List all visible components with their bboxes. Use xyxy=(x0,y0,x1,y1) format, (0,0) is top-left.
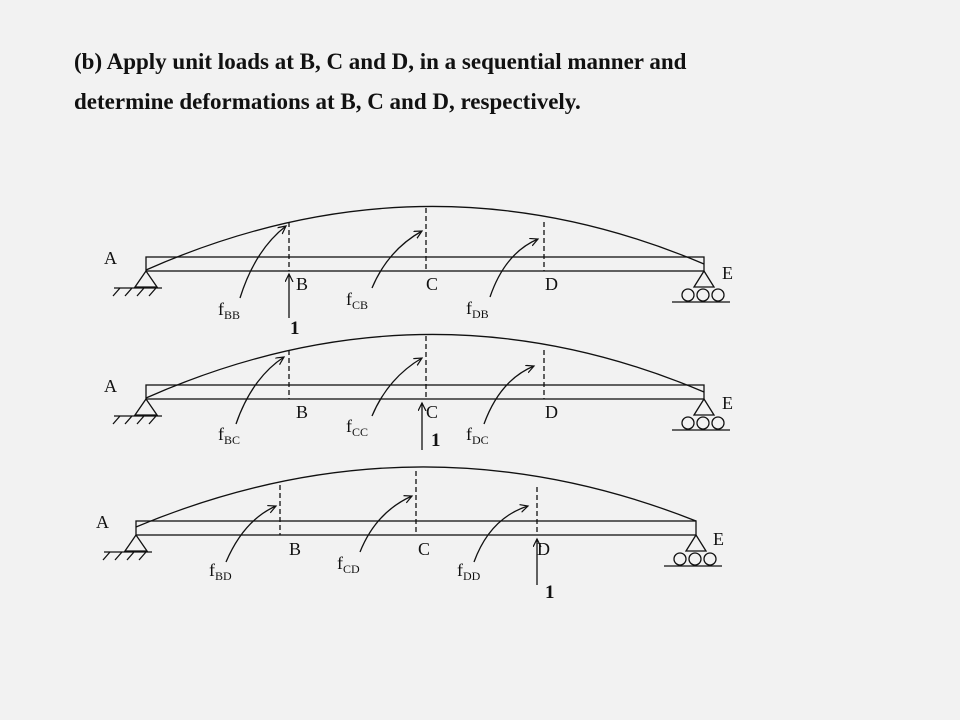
roller xyxy=(697,289,709,301)
point-label-b: B xyxy=(296,274,309,294)
flex-label-main: f xyxy=(457,560,463,580)
roller xyxy=(689,553,701,565)
pin-support-hatch xyxy=(103,552,152,560)
flex-arrow xyxy=(240,226,286,298)
deflected-shape xyxy=(146,334,704,398)
roller xyxy=(682,289,694,301)
roller xyxy=(712,417,724,429)
point-label-a: A xyxy=(104,376,117,396)
flex-label-bd xyxy=(209,560,232,583)
flex-label-cd xyxy=(337,553,360,576)
flex-arrow xyxy=(484,366,534,424)
beam xyxy=(146,385,704,399)
roller-support-e xyxy=(694,399,714,415)
diagram-load-at-d xyxy=(103,467,722,585)
flex-label-main: f xyxy=(466,424,472,444)
flex-label-main: f xyxy=(346,416,352,436)
flex-label-main: f xyxy=(346,289,352,309)
flex-arrow xyxy=(226,506,276,562)
flex-label-sub: DC xyxy=(472,433,489,447)
roller xyxy=(697,417,709,429)
flex-label-cb xyxy=(346,289,368,312)
flex-label-main: f xyxy=(466,298,472,318)
flex-label-sub: BD xyxy=(215,569,232,583)
point-label-e: E xyxy=(722,263,733,283)
flex-label-sub: DD xyxy=(463,569,481,583)
flex-arrow xyxy=(490,239,538,297)
flex-label-dc xyxy=(466,424,489,447)
flex-label-dd xyxy=(457,560,481,583)
flex-label-db xyxy=(466,298,489,321)
flex-arrow xyxy=(372,358,422,416)
pin-support-a xyxy=(135,271,157,287)
unit-load-label: 1 xyxy=(431,430,441,451)
flex-label-main: f xyxy=(218,424,224,444)
point-label-c: C xyxy=(418,539,431,559)
beam xyxy=(146,257,704,271)
point-label-a: A xyxy=(96,512,109,532)
roller xyxy=(712,289,724,301)
point-label-e: E xyxy=(722,393,733,413)
flex-label-cc xyxy=(346,416,368,439)
point-label-c: C xyxy=(426,402,439,422)
flex-arrow xyxy=(372,231,422,288)
flex-label-main: f xyxy=(218,299,224,319)
pin-support-a xyxy=(125,535,147,551)
flex-label-main: f xyxy=(209,560,215,580)
flex-label-main: f xyxy=(337,553,343,573)
pin-support-a xyxy=(135,399,157,415)
point-label-b: B xyxy=(289,539,302,559)
point-label-d: D xyxy=(537,539,550,559)
flex-label-sub: CB xyxy=(352,298,369,312)
unit-load-label: 1 xyxy=(290,318,300,339)
flex-arrow xyxy=(236,357,284,424)
point-label-d: D xyxy=(545,402,558,422)
flex-label-bc xyxy=(218,424,240,447)
flex-label-sub: CC xyxy=(352,425,369,439)
roller-support-e xyxy=(686,535,706,551)
flex-label-sub: BC xyxy=(224,433,241,447)
pin-support-hatch xyxy=(113,288,162,296)
point-label-e: E xyxy=(713,529,724,549)
flex-label-sub: BB xyxy=(224,308,241,322)
roller xyxy=(682,417,694,429)
point-label-c: C xyxy=(426,274,439,294)
roller-support-e xyxy=(694,271,714,287)
flex-label-sub: DB xyxy=(472,307,489,321)
roller xyxy=(674,553,686,565)
deflected-shape xyxy=(146,206,704,270)
diagram-load-at-c xyxy=(113,334,730,450)
heading-line-1: (b) Apply unit loads at B, C and D, in a sequential manner and xyxy=(74,49,687,74)
roller xyxy=(704,553,716,565)
diagram-load-at-b xyxy=(113,206,730,318)
flex-label-bb xyxy=(218,299,240,322)
point-label-b: B xyxy=(296,402,309,422)
heading-line-2: determine deformations at B, C and D, respectively. xyxy=(74,89,581,114)
flex-label-sub: CD xyxy=(343,562,360,576)
flex-arrow xyxy=(360,496,412,552)
point-label-a: A xyxy=(104,248,117,268)
unit-load-label: 1 xyxy=(545,582,555,603)
flex-arrow xyxy=(474,506,528,562)
pin-support-hatch xyxy=(113,416,162,424)
point-label-d: D xyxy=(545,274,558,294)
